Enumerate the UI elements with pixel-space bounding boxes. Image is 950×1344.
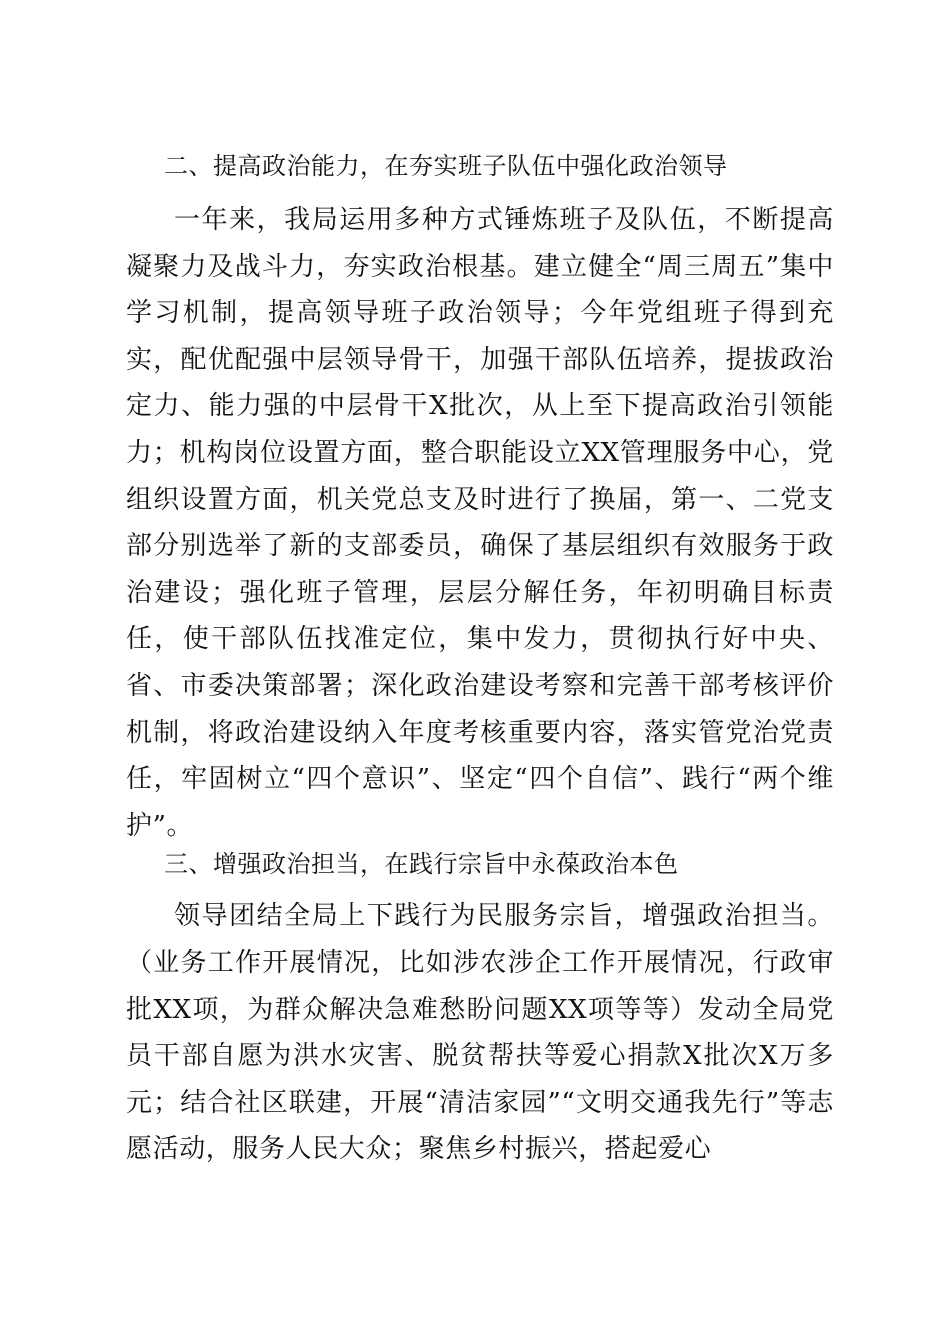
document-body — [126, 151, 834, 1173]
section-paragraph-2: 一年来，我局运用多种方式锤炼班子及队伍，不断提高凝聚力及战斗力，夯实政治根基。建立健全“周三周五”集中学习机制，提高领导班子政治领导；今年党组班子得到充实，配优配强中层领导骨干，加强干部队伍培养，提拔政治定力、能力强的中层骨干X批次，从上至下提高政治引领能力；机构岗位设置方面，整合职能设立XX管理服务中心，党组织设置方面，机关党总支及时进行了换届，第一、二党支部分别选举了新的支部委员，确保了基层组织有效服务于政治建设；强化班子管理，层层分解任务，年初明确目标责任，使干部队伍找准定位，集中发力，贯彻执行好中央、省、市委决策部署；深化政治建设考察和完善干部考核评价机制，将政治建设纳入年度考核重要内容，落实管党治党责任，牢固树立“四个意识”、坚定“四个自信”、践行“两个维护”。 — [126, 205, 834, 841]
section-paragraph-3: 领导团结全局上下践行为民服务宗旨，增强政治担当。（业务工作开展情况，比如涉农涉企工作开展情况，行政审批XX项，为群众解决急难愁盼问题XX项等等）发动全局党员干部自愿为洪水灾害、脱贫帮扶等爱心捐款X批次X万多元；结合社区联建，开展“清洁家园”“文明交通我先行”等志愿活动，服务人民大众；聚焦乡村振兴，搭起爱心 — [126, 901, 834, 1165]
section-heading-2: 二、提高政治能力，在夯实班子队伍中强化政治领导 — [164, 152, 728, 180]
section-heading-3: 三、增强政治担当，在践行宗旨中永葆政治本色 — [164, 850, 679, 879]
